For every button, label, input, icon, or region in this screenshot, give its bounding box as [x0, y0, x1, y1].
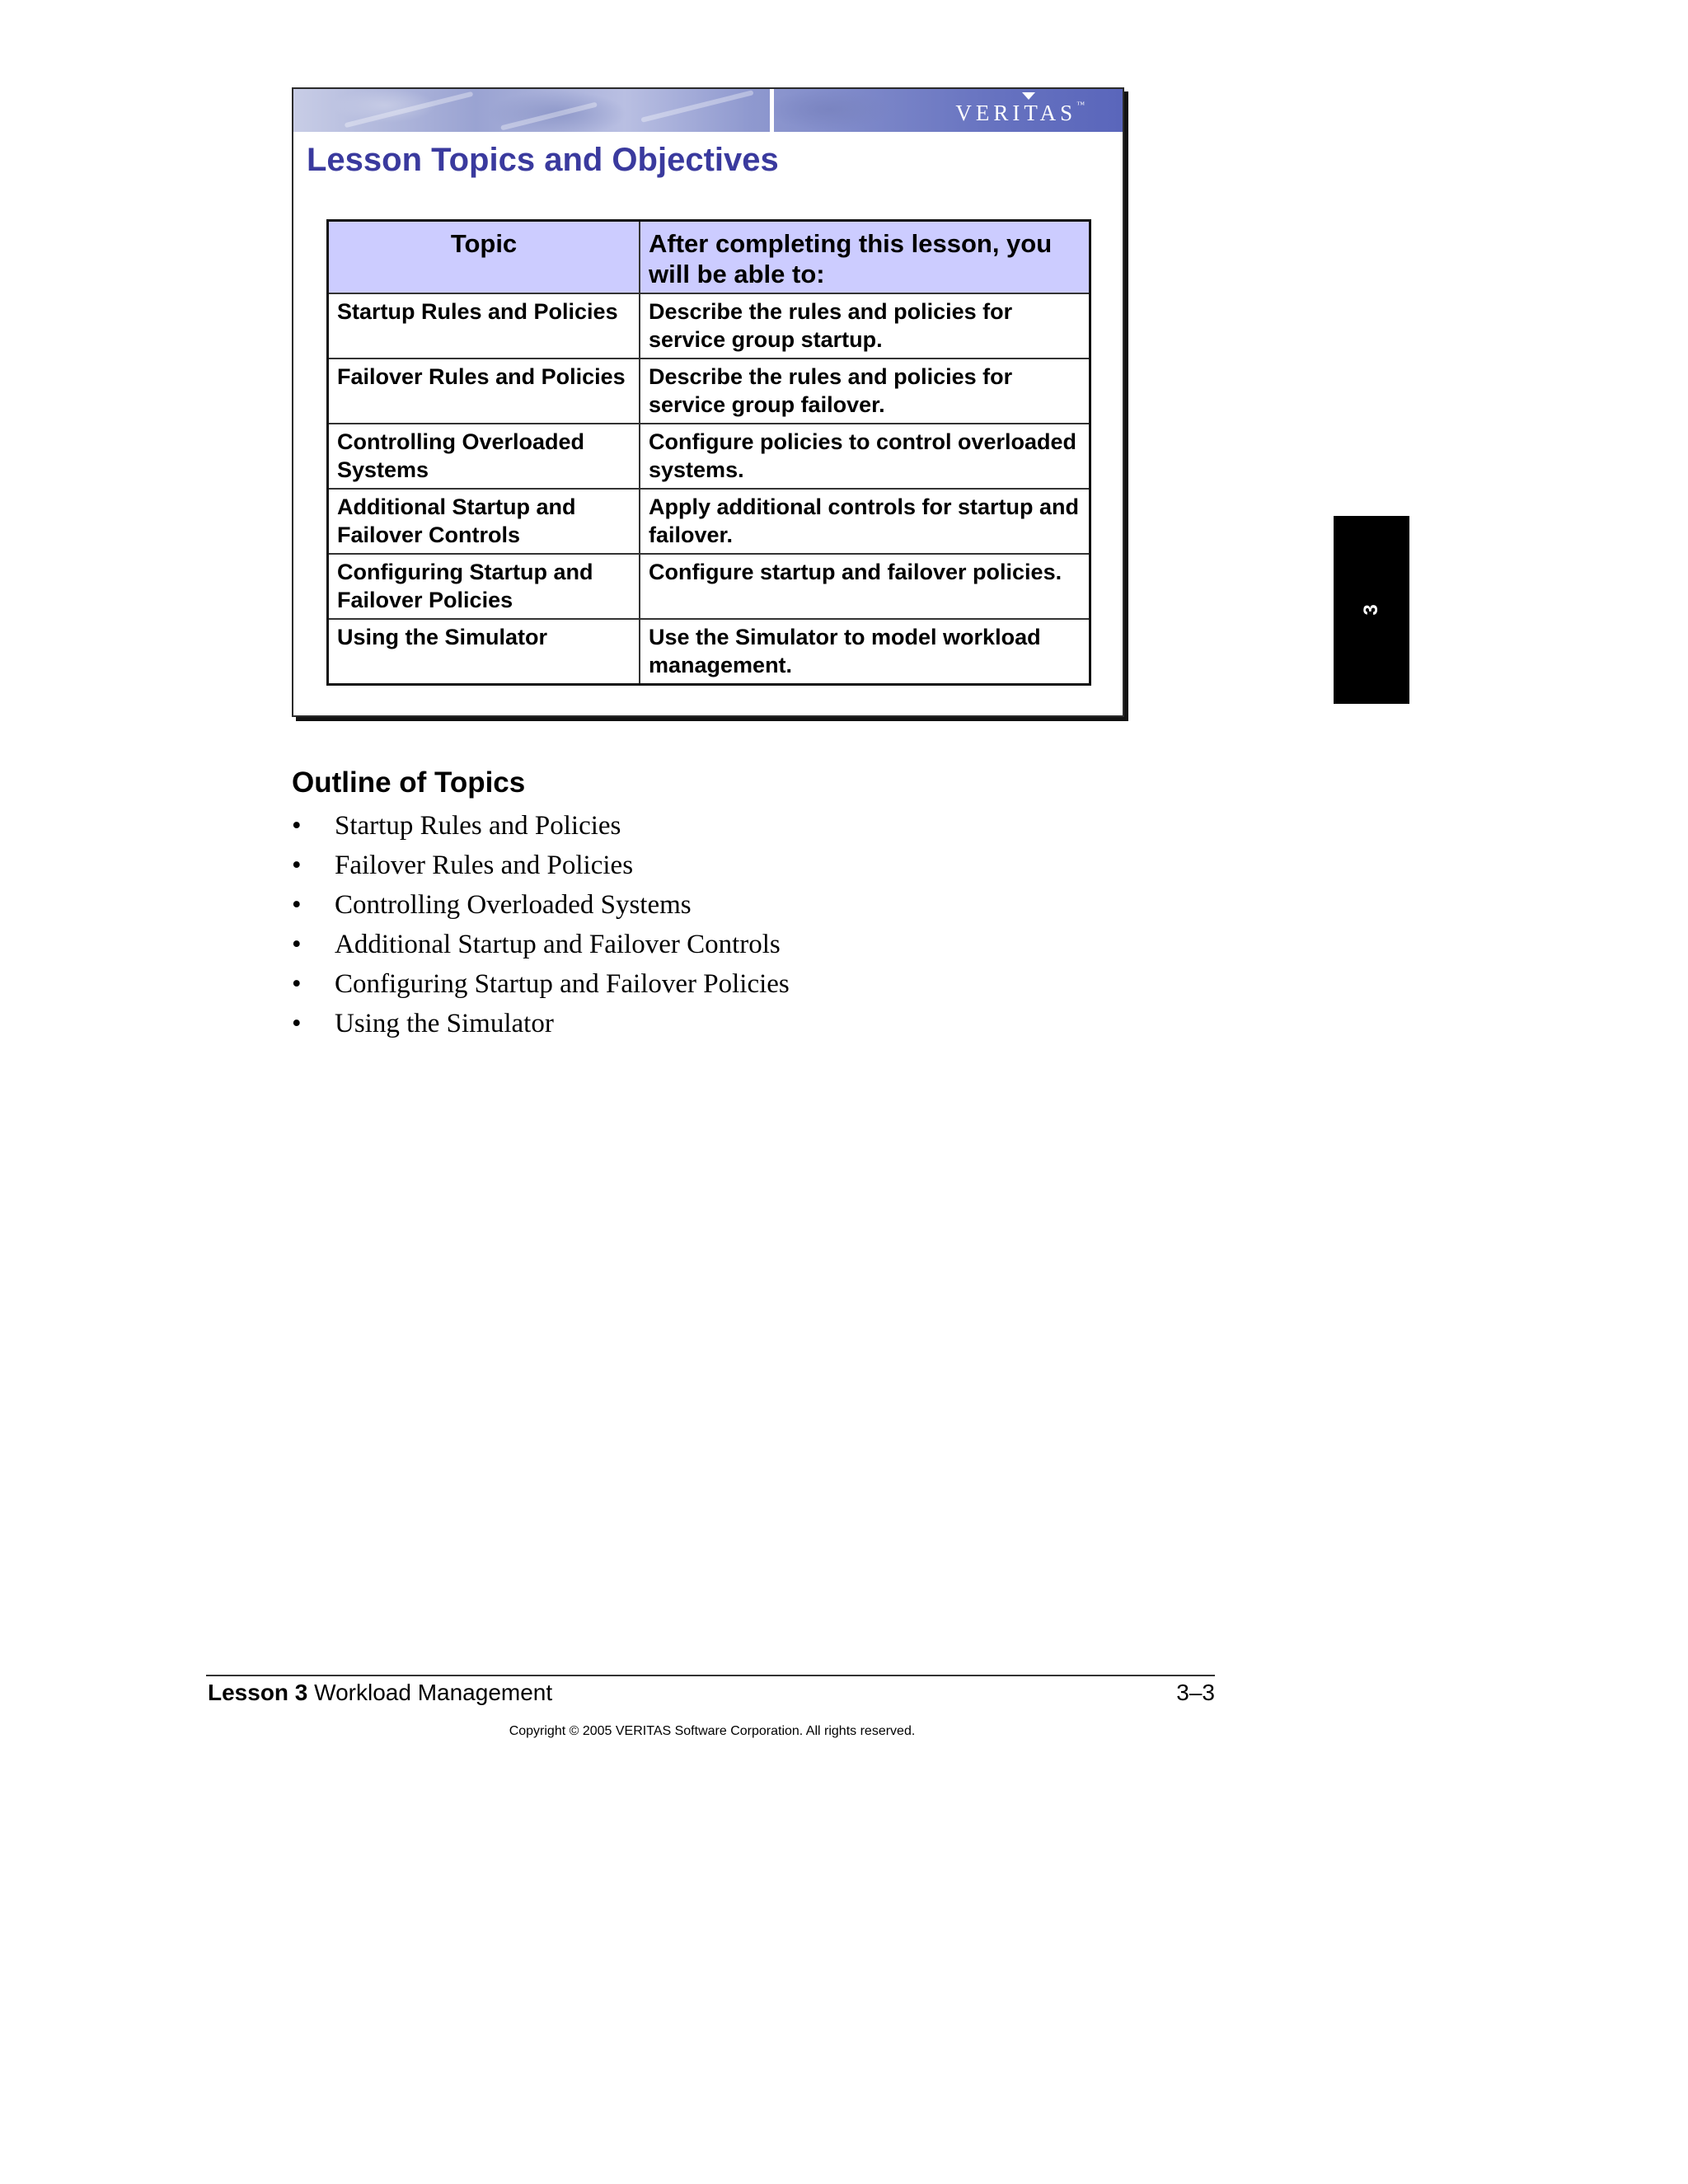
veritas-logo-tm: ™ [1076, 101, 1085, 110]
footer-lesson-label: Lesson 3 [208, 1680, 308, 1705]
list-item [292, 925, 790, 964]
slide-title: Lesson Topics and Objectives [307, 142, 779, 178]
bullet-icon: • [292, 811, 302, 841]
table-row [328, 489, 1090, 554]
veritas-logo [955, 101, 1085, 126]
table-row [328, 554, 1090, 619]
table-cell-topic: Configuring Startup and Failover Policies [328, 554, 640, 619]
list-item [292, 806, 790, 846]
list-item-text: Using the Simulator [335, 1009, 554, 1038]
footer-divider [206, 1675, 1215, 1676]
table-cell-topic: Using the Simulator [328, 619, 640, 685]
table-row [328, 619, 1090, 685]
table-row [328, 359, 1090, 424]
table-row [328, 293, 1090, 359]
footer-lesson-name: Workload Management [314, 1680, 553, 1705]
table-cell-objective: Use the Simulator to model workload management. [640, 619, 1090, 685]
footer-lesson [208, 1680, 552, 1706]
veritas-logo-text: VERITAS [955, 101, 1077, 125]
bullet-icon: • [292, 930, 302, 959]
banner-decoration [500, 102, 598, 131]
table-row [328, 424, 1090, 489]
outline-list [292, 806, 790, 1043]
outline-title: Outline of Topics [292, 766, 526, 799]
table-cell-objective: Configure startup and failover policies. [640, 554, 1090, 619]
veritas-logo-mark-icon [1022, 92, 1035, 100]
list-item-text: Configuring Startup and Failover Policies [335, 969, 790, 999]
bullet-icon: • [292, 969, 302, 999]
list-item [292, 846, 790, 885]
table-cell-objective: Configure policies to control overloaded systems. [640, 424, 1090, 489]
table-cell-topic: Additional Startup and Failover Controls [328, 489, 640, 554]
copyright-notice: Copyright © 2005 VERITAS Software Corporation. All rights reserved. [509, 1724, 916, 1738]
banner-decoration [640, 90, 753, 123]
table-cell-topic: Failover Rules and Policies [328, 359, 640, 424]
list-item-text: Failover Rules and Policies [335, 851, 634, 880]
banner-divider [770, 89, 774, 132]
table-header-row [328, 221, 1090, 294]
list-item-text: Additional Startup and Failover Controls [335, 930, 781, 959]
table-cell-objective: Describe the rules and policies for service group startup. [640, 293, 1090, 359]
bullet-icon: • [292, 851, 302, 880]
table-cell-objective: Describe the rules and policies for service group failover. [640, 359, 1090, 424]
banner-decoration [345, 91, 474, 129]
bullet-icon: • [292, 890, 302, 920]
chapter-tab-number: 3 [1360, 604, 1382, 616]
page-number: 3–3 [1176, 1680, 1215, 1705]
table-header-topic: Topic [328, 221, 640, 294]
table-cell-topic: Controlling Overloaded Systems [328, 424, 640, 489]
list-item-text: Startup Rules and Policies [335, 811, 621, 841]
table-cell-objective: Apply additional controls for startup and failover. [640, 489, 1090, 554]
list-item-text: Controlling Overloaded Systems [335, 890, 692, 920]
objectives-table [326, 219, 1091, 686]
lesson-slide [292, 87, 1124, 717]
list-item [292, 885, 790, 925]
table-cell-topic: Startup Rules and Policies [328, 293, 640, 359]
list-item [292, 1004, 790, 1043]
slide-banner [293, 89, 1123, 132]
table-header-objective: After completing this lesson, you will be able to: [640, 221, 1090, 294]
bullet-icon: • [292, 1009, 302, 1038]
list-item [292, 964, 790, 1004]
chapter-tab [1334, 516, 1409, 704]
